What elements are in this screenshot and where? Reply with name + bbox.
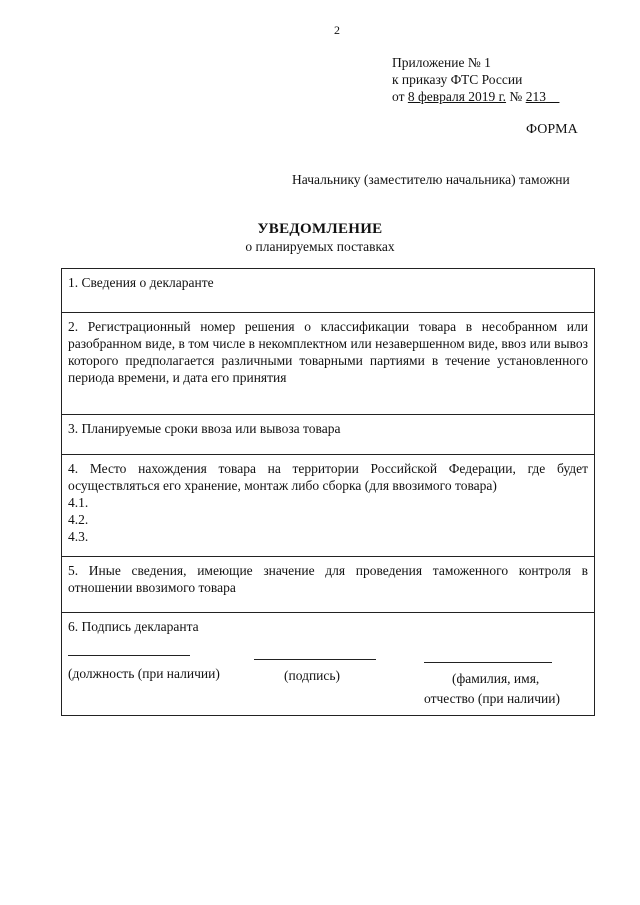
section-4-item: 4.2. bbox=[68, 512, 89, 527]
position-signature-line bbox=[68, 655, 190, 656]
section-6-text: 6. Подпись декларанта bbox=[68, 619, 199, 634]
form-label: ФОРМА bbox=[526, 122, 578, 137]
section-signature bbox=[62, 613, 594, 715]
position-label: (должность (при наличии) bbox=[68, 666, 220, 681]
section-3-text: 3. Планируемые сроки ввоза или вывоза товара bbox=[68, 421, 341, 436]
document-title: УВЕДОМЛЕНИЕ bbox=[257, 221, 383, 237]
section-planned-dates bbox=[62, 415, 594, 455]
section-5-text: 5. Иные сведения, имеющие значение для проведения таможенного контроля в отношении ввозимого товара bbox=[68, 563, 588, 595]
section-4-text: 4. Место нахождения товара на территории Российской Федерации, где будет осуществляться его хранение, монтаж либо сборка (для ввозимого товара) bbox=[68, 461, 588, 493]
sign-label: (подпись) bbox=[284, 668, 341, 683]
name-signature-line bbox=[424, 662, 552, 663]
section-classification-decision bbox=[62, 313, 594, 415]
sign-signature-line bbox=[254, 659, 376, 660]
page-number: 2 bbox=[334, 23, 340, 37]
appendix-number: 213 bbox=[525, 89, 546, 104]
appendix-line-2: к приказу ФТС России bbox=[392, 72, 523, 87]
section-goods-location bbox=[62, 455, 594, 557]
section-1-text: 1. Сведения о декларанте bbox=[68, 275, 214, 290]
appendix-date-prefix: от bbox=[392, 89, 408, 104]
appendix-line-1: Приложение № 1 bbox=[392, 55, 491, 70]
name-label-line-2: отчество (при наличии) bbox=[424, 691, 560, 706]
appendix-date: 8 февраля 2019 г. bbox=[407, 89, 507, 104]
appendix-line-3 bbox=[392, 88, 559, 105]
section-other-info bbox=[62, 557, 594, 613]
notification-form-table bbox=[61, 268, 595, 716]
section-4-item: 4.1. bbox=[68, 495, 89, 510]
addressee: Начальнику (заместителю начальника) таможни bbox=[292, 172, 570, 187]
name-label-line-1: (фамилия, имя, bbox=[452, 671, 540, 686]
document-subtitle: о планируемых поставках bbox=[245, 239, 395, 254]
section-2-text: 2. Регистрационный номер решения о классификации товара в несобранном или разобранном виде, в том числе в некомплектном или незавершенном виде, ввоз или вывоз которого предполагается различными товарными партиями в течение установленного периода времени, и дата его принятия bbox=[68, 319, 588, 385]
section-4-item: 4.3. bbox=[68, 529, 89, 544]
appendix-number-prefix: № bbox=[506, 89, 526, 104]
appendix-block bbox=[392, 54, 559, 105]
section-declarant-info bbox=[62, 269, 594, 313]
